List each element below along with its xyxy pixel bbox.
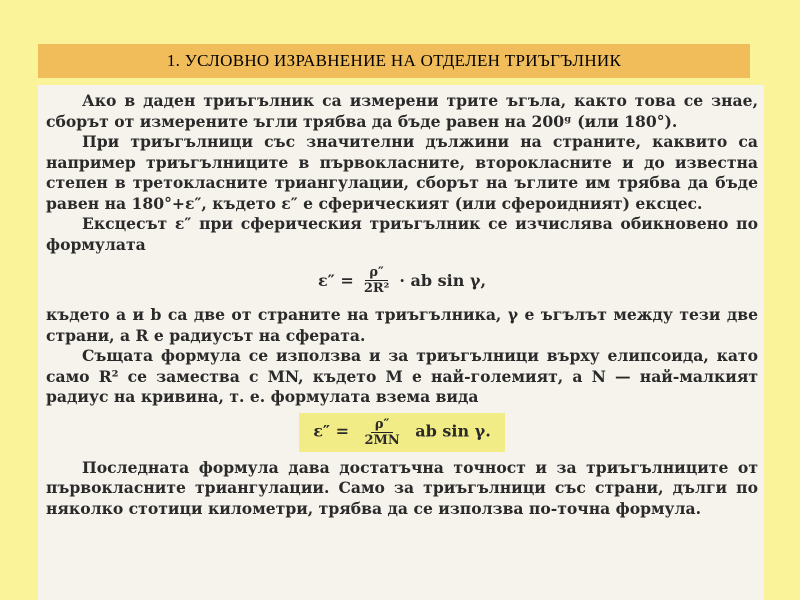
paragraph-1: Ако в даден триъгълник са измерени трите ъгъла, както това се знае, сборът от измерените ъгли трябва да бъде равен на 200ᵍ (или 180°). [46,91,758,131]
slide-title-bar [38,44,750,78]
formula-1-numerator: ρ″ [365,265,387,281]
formula-2-fraction [360,417,403,448]
formula-spherical-excess [46,255,758,305]
formula-2-highlight [299,413,505,452]
formula-2-lhs: ε″ = [313,421,350,441]
scanned-text-page [38,85,764,600]
formula-1-fraction [360,265,394,296]
formula-1-rhs: · ab sin γ, [399,270,487,290]
paragraph-6: Последната формула дава достатъчна точност и за триъгълниците от първокласните триангулации. Само за триъгълници със страни, дълги по няколко стотици километри, трябва да се използва по-точна формула. [46,457,758,518]
paragraph-2: При триъгълници със значителни дължини на страните, каквито са например триъгълниците в първокласните, второкласните и до известна степен в третокласните триангулации, сборът на ъглите им трябва да бъде равен на 180°+ε″, където ε″ е сферическият (или сфероидният) ексцес. [46,132,758,213]
formula-1-denominator: 2R² [363,280,390,296]
paragraph-5: Същата формула се използва и за триъгълници върху елипсоида, като само R² се замества с MN, където M е най-големият, а N — най-малкият радиус на кривина, т. е. формулата взема вида [46,346,758,406]
slide-title: 1. УСЛОВНО ИЗРАВНЕНИЕ НА ОТДЕЛЕН ТРИЪГЪЛНИК [166,51,622,70]
paragraph-3: Ексцесът ε″ при сферическия триъгълник се изчислява обикновено по формулата [46,214,758,254]
formula-1-lhs: ε″ = [317,270,354,290]
paragraph-4: където a и b са две от страните на триъгълника, γ е ъгълът между тези две страни, а R е радиусът на сферата. [46,305,758,345]
formula-ellipsoid-excess [46,408,758,458]
formula-2-numerator: ρ″ [371,417,393,433]
formula-2-denominator: 2MN [364,433,400,448]
formula-2-rhs: ab sin γ. [415,421,491,441]
